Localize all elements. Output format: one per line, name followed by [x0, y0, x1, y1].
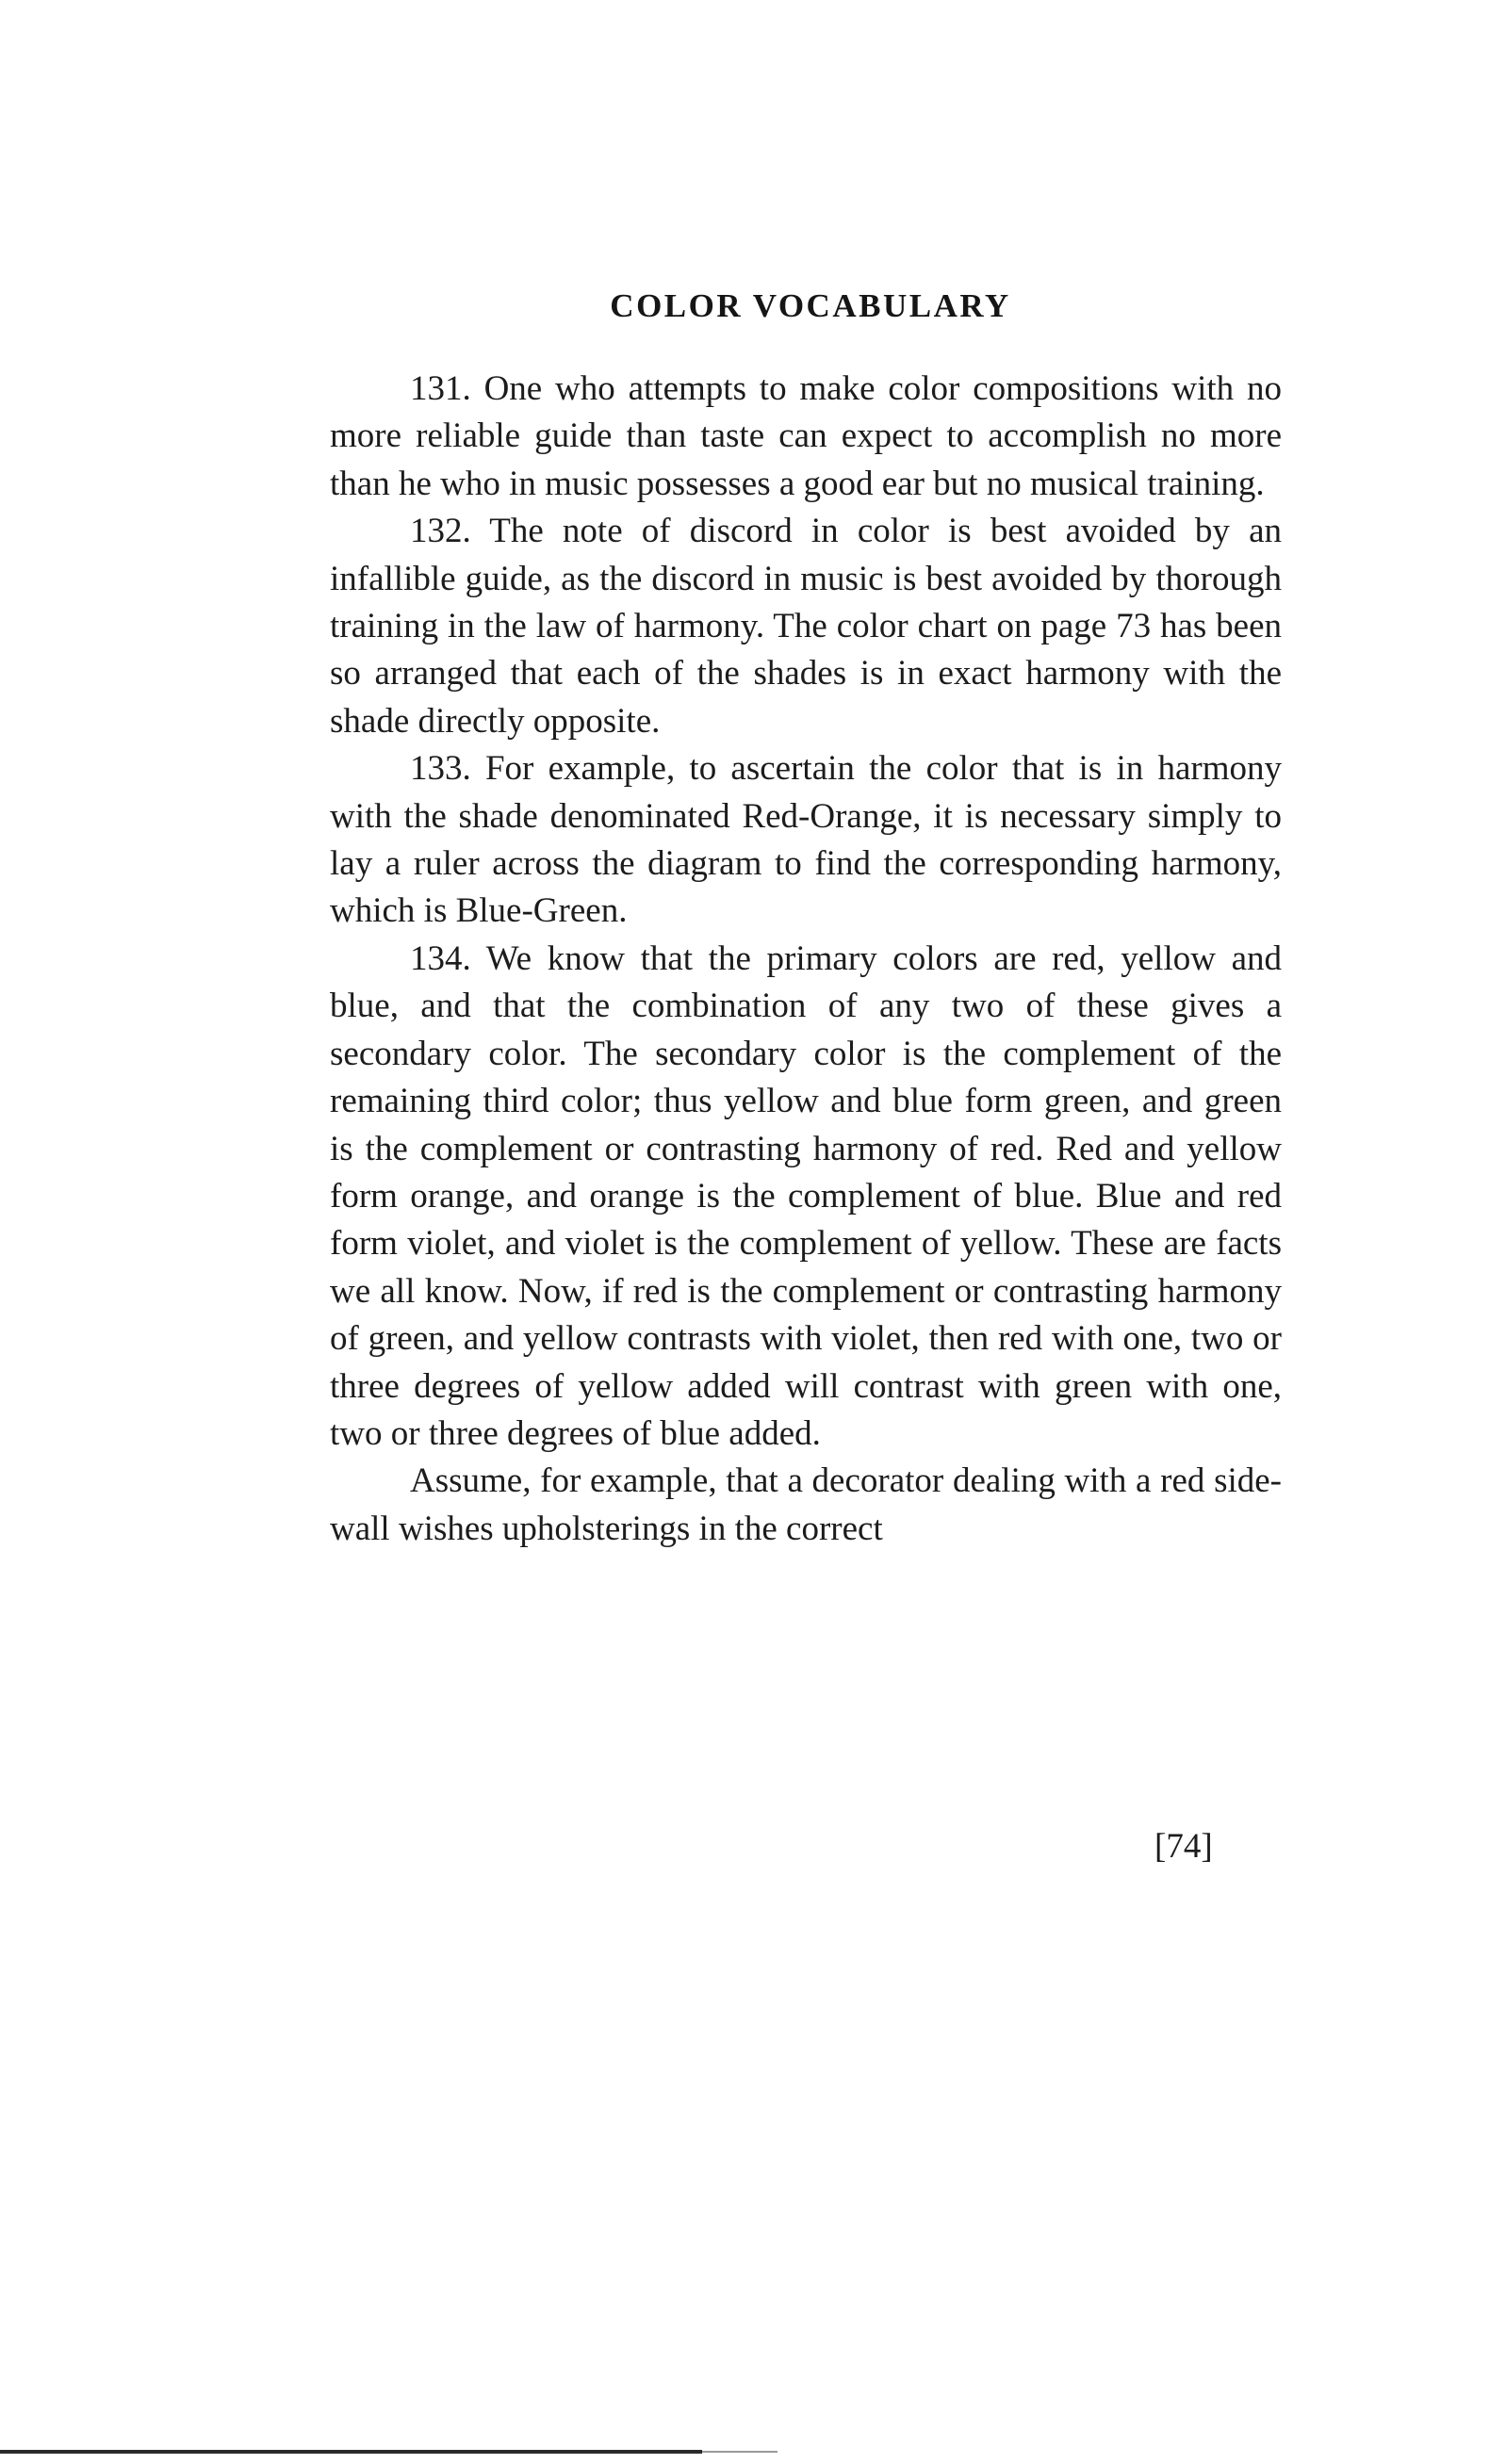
scan-edge-rule-faint: [702, 2451, 778, 2453]
paragraph-133: 133. For example, to ascertain the color that is in harmony with the shade denominated Red-Orange, it is necessary simply to lay a ruler across the diagram to find the corresponding harmony, which is Blue-Green.: [330, 749, 1282, 931]
page-number: [74]: [1154, 1827, 1213, 1866]
scan-edge-rule: [0, 2450, 702, 2454]
paragraph-132: 132. The note of discord in color is best avoided by an infallible guide, as the discord in music is best avoided by thorough training in the law of harmony. The color chart on page 73 has been so arranged that each of the shades is in exact harmony with the shade directly opposite.: [330, 512, 1282, 741]
paragraph-134: 134. We know that the primary colors are red, yellow and blue, and that the combination of any two of these gives a secondary color. The secondary color is the complement of the remaining third color; thus yellow and blue form green, and green is the complement or contrasting harmony of red. Red and yellow form orange, and orange is the complement of blue. Blue and red form violet, and violet is the complement of yellow. These are facts we all know. Now, if red is the complement or contrasting harmony of green, and yellow contrasts with violet, then red with one, two or three degrees of yellow added will contrast with green with one, two or three degrees of blue added.: [330, 938, 1282, 1453]
paragraph-continuation: Assume, for example, that a decorator dealing with a red side-wall wishes upholsterings in the correct: [330, 1461, 1282, 1548]
body-text: [330, 366, 1282, 1553]
running-head: COLOR VOCABULARY: [610, 287, 1011, 324]
paragraph-131: 131. One who attempts to make color compositions with no more reliable guide than taste can expect to accomplish no more than he who in music possesses a good ear but no musical training.: [330, 369, 1282, 503]
